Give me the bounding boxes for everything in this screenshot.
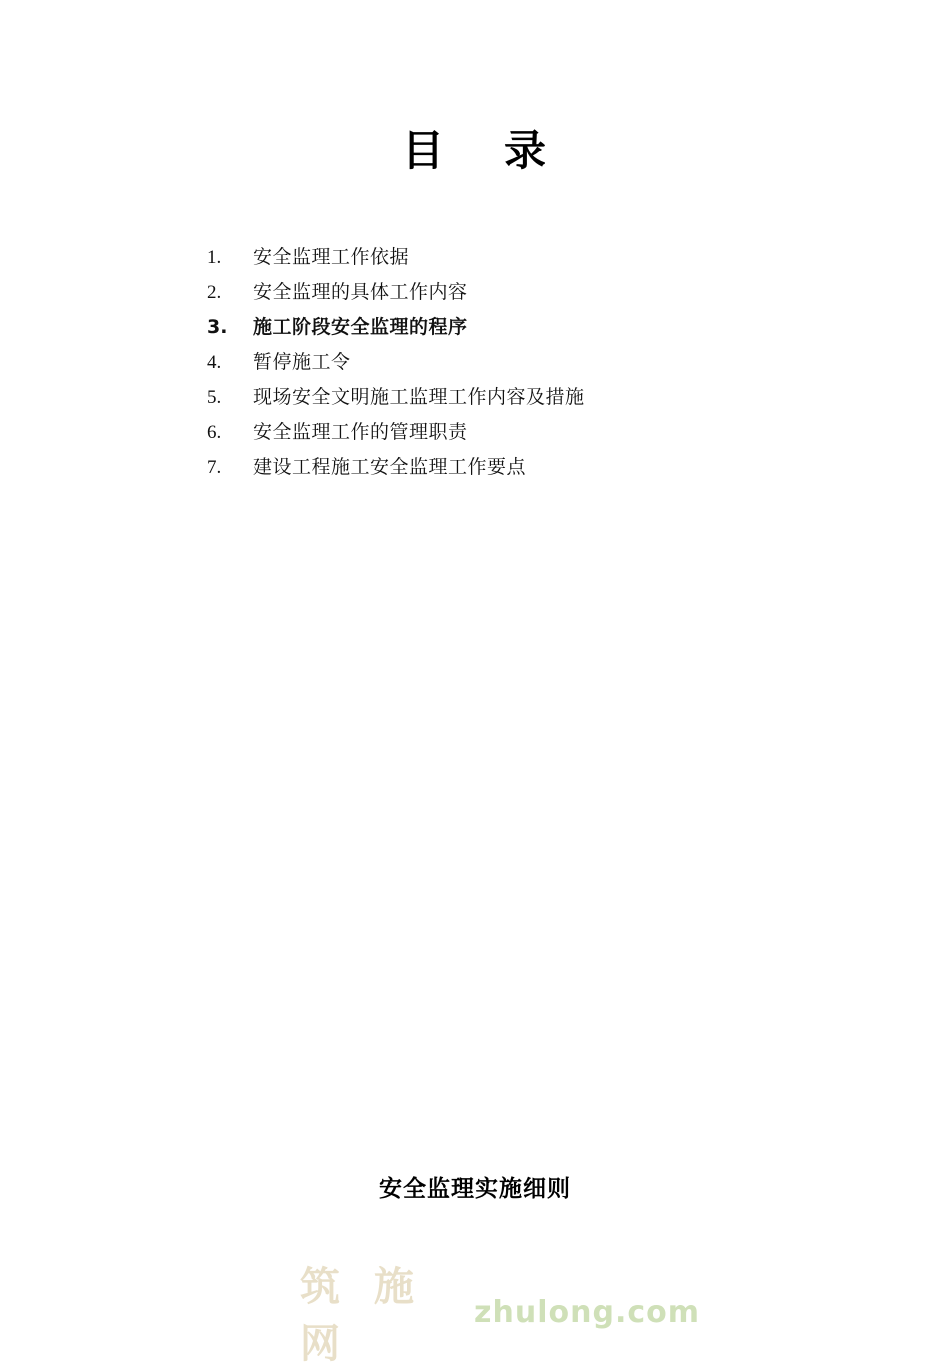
toc-item-number: 4.: [207, 352, 222, 373]
toc-item-number: 6.: [207, 422, 222, 443]
toc-item-number: 2.: [207, 282, 222, 303]
toc-item-label: 建设工程施工安全监理工作要点: [253, 456, 527, 478]
table-of-contents: [207, 240, 827, 485]
list-item[interactable]: [207, 345, 827, 380]
toc-item-label: 安全监理的具体工作内容: [253, 281, 468, 303]
toc-item-label: 暂停施工令: [253, 351, 351, 373]
toc-item-label: 安全监理工作的管理职责: [253, 421, 468, 443]
list-item[interactable]: [207, 240, 827, 275]
page-title-char-1: 目: [401, 129, 446, 175]
page-title: [0, 118, 950, 178]
toc-item-label: 安全监理工作依据: [253, 246, 410, 268]
watermark-cn-text: 筑 施 网: [300, 1264, 424, 1367]
toc-item-label: 施工阶段安全监理的程序: [253, 316, 468, 338]
list-item[interactable]: [207, 450, 827, 485]
page-title-char-2: 录: [504, 129, 549, 175]
toc-item-number: 5.: [207, 387, 222, 408]
toc-item-number: 1.: [207, 247, 222, 268]
toc-item-number: 3.: [207, 316, 228, 338]
list-item[interactable]: [207, 275, 827, 310]
section-heading: 安全监理实施细则: [379, 1176, 571, 1202]
list-item[interactable]: [207, 415, 827, 450]
toc-item-number: 7.: [207, 457, 222, 478]
watermark-en-text: zhulong.com: [474, 1294, 700, 1330]
list-item[interactable]: [207, 310, 827, 345]
toc-item-label: 现场安全文明施工监理工作内容及措施: [253, 386, 585, 408]
list-item[interactable]: [207, 380, 827, 415]
watermark: [300, 1264, 700, 1367]
